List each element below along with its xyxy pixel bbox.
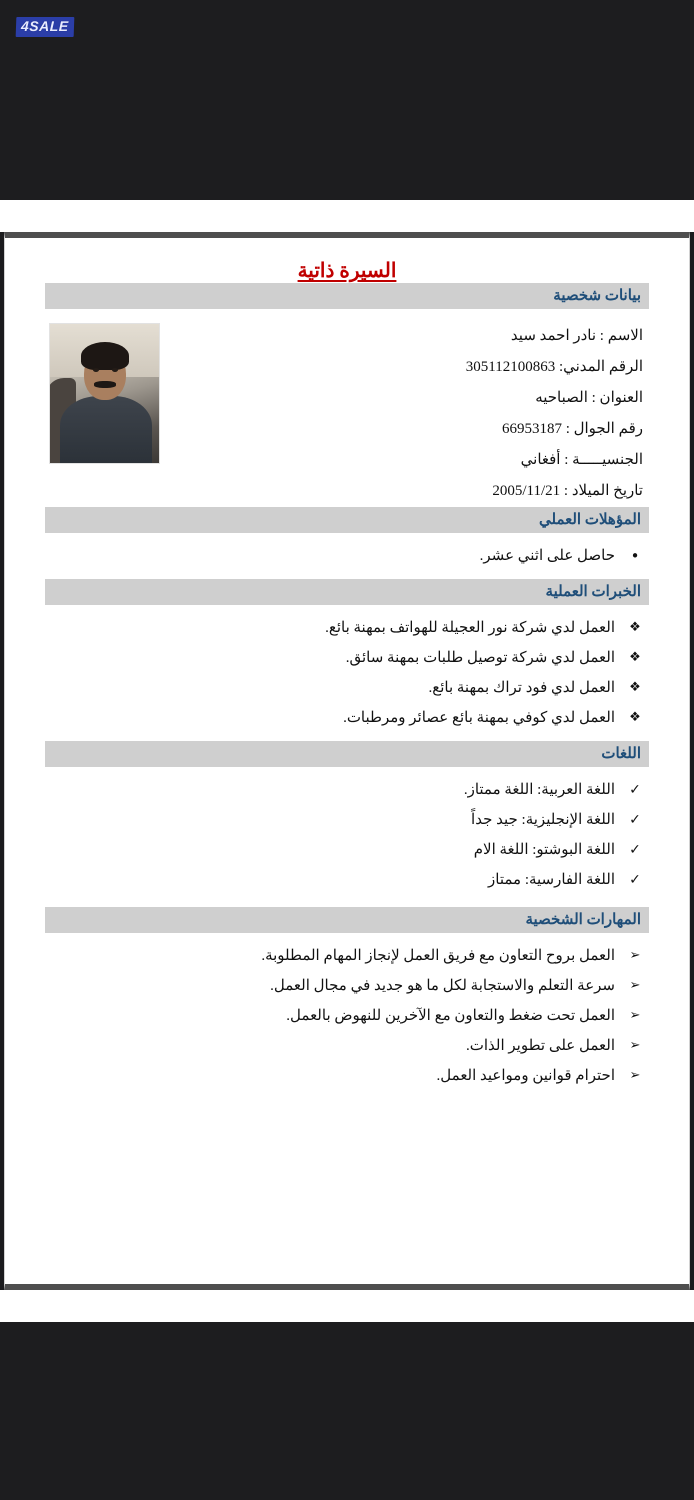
bullet-diamond-icon: ❖ [629,680,641,695]
qualifications-list [5,541,689,571]
list-item [45,643,645,673]
list-item [45,775,645,805]
bullet-arrow-icon: ➢ [629,1068,641,1083]
experience-list [5,613,689,733]
page-bottom-gutter [0,1290,694,1322]
page-title: السيرة ذاتية [297,260,397,282]
languages-list [5,775,689,895]
personal-field-name: الاسم : نادر احمد سيد [510,328,643,344]
cv-document-page [4,232,690,1290]
list-item-text: العمل بروح التعاون مع فريق العمل لإنجاز المهام المطلوبة. [261,948,615,964]
list-item [45,673,645,703]
photo-person-eye-right [112,368,118,372]
list-item-text: العمل على تطوير الذات. [465,1038,615,1054]
list-item-text: العمل لدي شركة توصيل طلبات بمهنة سائق. [345,650,615,666]
section-header-personal-data: بيانات شخصية [45,283,649,309]
list-item-text: احترام قوانين ومواعيد العمل. [436,1068,615,1084]
personal-field-nationality: الجنسيـــــة : أفغاني [520,452,643,468]
list-item [45,865,645,895]
bullet-check-icon: ✓ [629,812,641,828]
bullet-diamond-icon: ❖ [629,710,641,725]
list-item [45,1061,645,1091]
bullet-arrow-icon: ➢ [629,948,641,963]
list-item-text: حاصل على اثني عشر. [479,548,615,564]
bullet-diamond-icon: ❖ [629,650,641,665]
section-header-experience: الخبرات العملية [45,579,649,605]
spacer-after-qualifications [5,571,689,579]
spacer-experience [5,605,689,613]
list-item [45,835,645,865]
list-item [45,541,645,571]
list-item [45,1001,645,1031]
personal-field-civil-id: الرقم المدني: 305112100863 [465,359,643,375]
photo-person-body [60,396,152,464]
photo-person-mustache [94,381,116,388]
section-header-personal-skills: المهارات الشخصية [45,907,649,933]
list-item-text: العمل لدي شركة نور العجيلة للهواتف بمهنة بائع. [325,620,615,636]
list-item-text: اللغة البوشتو: اللغة الام [473,842,615,858]
spacer-after-languages [5,895,689,907]
bullet-check-icon: ✓ [629,782,641,798]
app-bottom-background [0,1322,694,1500]
list-item-text: اللغة الفارسية: ممتاز [488,872,615,888]
bullet-check-icon: ✓ [629,842,641,858]
list-item [45,805,645,835]
personal-data-section [5,309,689,507]
bullet-dot-icon: • [630,547,640,565]
list-item [45,703,645,733]
list-item [45,1031,645,1061]
cv-document-content [5,258,689,1290]
personal-field-mobile: رقم الجوال : 66953187 [501,421,643,437]
list-item [45,613,645,643]
spacer-qualifications [5,533,689,541]
list-item-text: العمل لدي كوفي بمهنة بائع عصائر ومرطبات. [343,710,615,726]
4sale-logo: 4SALE [16,17,74,37]
personal-field-address: العنوان : الصباحيه [535,390,643,406]
profile-photo [49,323,160,464]
section-header-languages: اللغات [45,741,649,767]
list-item-text: اللغة العربية: اللغة ممتاز. [463,782,615,798]
spacer-skills [5,933,689,941]
photo-person-eye-left [93,368,99,372]
list-item-text: اللغة الإنجليزية: جيد جداً [471,812,615,828]
bullet-arrow-icon: ➢ [629,978,641,993]
spacer-after-experience [5,733,689,741]
app-top-background [0,0,694,200]
personal-field-birthdate: تاريخ الميلاد : 2005/11/21 [492,483,643,499]
photo-person-hair [81,342,129,370]
list-item-text: سرعة التعلم والاستجابة لكل ما هو جديد في مجال العمل. [270,978,615,994]
list-item-text: العمل لدي فود تراك بمهنة بائع. [428,680,615,696]
bullet-arrow-icon: ➢ [629,1008,641,1023]
page-top-gutter [0,200,694,232]
personal-skills-list [5,941,689,1091]
bullet-arrow-icon: ➢ [629,1038,641,1053]
spacer-languages [5,767,689,775]
bullet-check-icon: ✓ [629,872,641,888]
bullet-diamond-icon: ❖ [629,620,641,635]
section-header-qualifications: المؤهلات العملي [45,507,649,533]
list-item-text: العمل تحت ضغط والتعاون مع الآخرين للنهوض بالعمل. [286,1008,615,1024]
list-item [45,971,645,1001]
list-item [45,941,645,971]
